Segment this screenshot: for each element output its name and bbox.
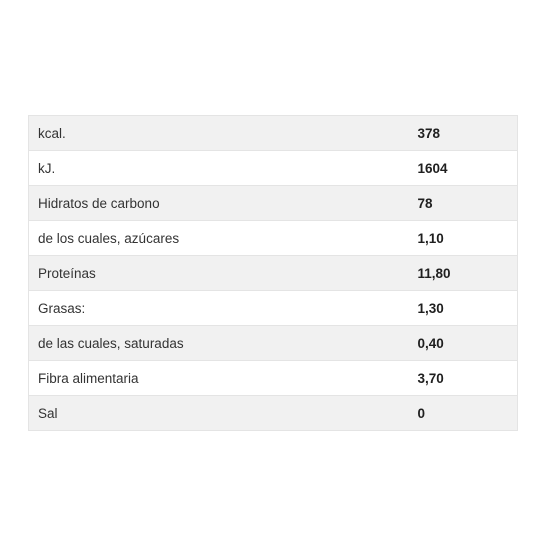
- nutrient-value: 11,80: [409, 256, 518, 291]
- nutrient-label: Hidratos de carbono: [29, 186, 409, 221]
- nutrient-label: de los cuales, azúcares: [29, 221, 409, 256]
- nutrient-value: 78: [409, 186, 518, 221]
- nutrition-row-saturated-fats: [29, 326, 518, 361]
- nutrient-label: Sal: [29, 396, 409, 431]
- nutrient-label: Proteínas: [29, 256, 409, 291]
- nutrition-table: [28, 115, 518, 431]
- nutrition-row-carbohydrates: [29, 186, 518, 221]
- nutrient-value: 0,40: [409, 326, 518, 361]
- nutrient-value: 1,30: [409, 291, 518, 326]
- nutrition-row-kcal: [29, 116, 518, 151]
- nutrient-value: 1604: [409, 151, 518, 186]
- nutrition-row-proteins: [29, 256, 518, 291]
- nutrient-label: kcal.: [29, 116, 409, 151]
- nutrition-row-fiber: [29, 361, 518, 396]
- nutrient-value: 0: [409, 396, 518, 431]
- nutrient-label: Fibra alimentaria: [29, 361, 409, 396]
- nutrition-row-kj: [29, 151, 518, 186]
- nutrient-label: de las cuales, saturadas: [29, 326, 409, 361]
- nutrition-row-sugars: [29, 221, 518, 256]
- nutrient-value: 378: [409, 116, 518, 151]
- nutrient-label: Grasas:: [29, 291, 409, 326]
- nutrition-row-fats: [29, 291, 518, 326]
- nutrient-label: kJ.: [29, 151, 409, 186]
- nutrient-value: 3,70: [409, 361, 518, 396]
- nutrition-row-salt: [29, 396, 518, 431]
- nutrient-value: 1,10: [409, 221, 518, 256]
